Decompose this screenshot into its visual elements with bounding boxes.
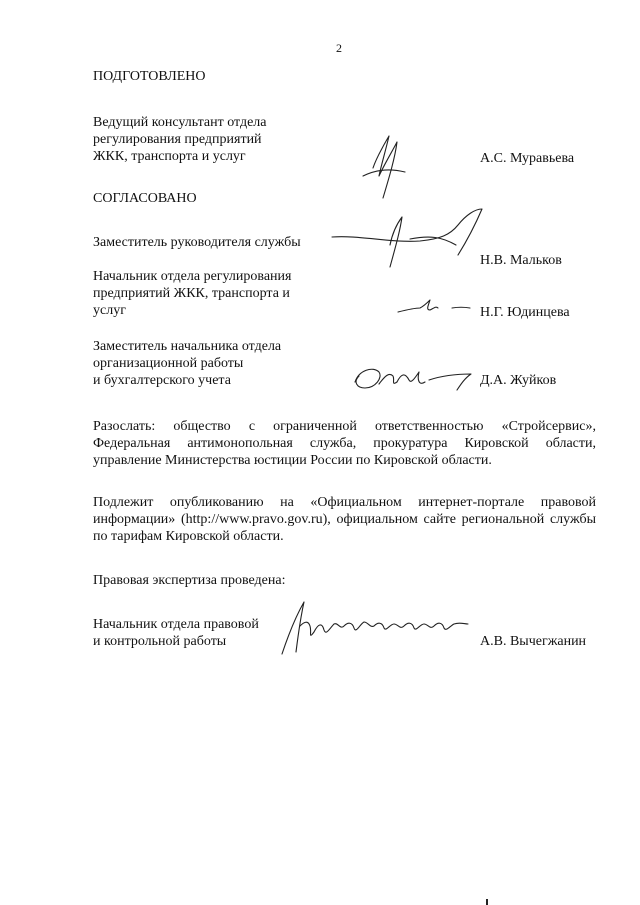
agreed-signer-3-position: Заместитель начальника отдела [93, 339, 282, 354]
signature-zhuykov [345, 362, 475, 396]
signature-vychegzhanin [278, 596, 473, 658]
agreed-signer-2-position: Начальник отдела регулирования [93, 269, 292, 284]
prepared-signer-name: А.С. Муравьева [480, 151, 575, 166]
signature-muravyeva [355, 128, 415, 208]
agreed-heading: СОГЛАСОВАНО [93, 191, 197, 206]
agreed-signer-2-name: Н.Г. Юдинцева [480, 305, 570, 320]
prepared-position-line: Ведущий консультант отдела [93, 115, 267, 130]
agreed-signer-1-position: Заместитель руководителя службы [93, 235, 301, 250]
legal-review-signer-name: А.В. Вычегжанин [480, 634, 587, 649]
legal-review-position-line: Начальник отдела правовой [93, 617, 259, 632]
distribution-paragraph: Разослать: общество с ограниченной ответственностью «Стройсервис», Федеральная антимонопольная служба, прокуратура Кировской области, управление Министерства юстиции России по Кировской области. [93, 419, 596, 468]
agreed-signer-3-position: организационной работы [93, 356, 244, 371]
page-edge-mark [486, 899, 488, 905]
prepared-position-line: ЖКК, транспорта и услуг [93, 149, 246, 164]
signature-yudintseva [396, 296, 476, 322]
legal-review-position-line: и контрольной работы [93, 634, 227, 649]
signature-malkov [330, 205, 500, 285]
prepared-heading: ПОДГОТОВЛЕНО [93, 69, 206, 84]
agreed-signer-2-position: услуг [93, 303, 126, 318]
legal-review-note: Правовая экспертиза проведена: [93, 573, 286, 588]
agreed-signer-1-name: Н.В. Мальков [480, 253, 562, 268]
agreed-signer-3-name: Д.А. Жуйков [480, 373, 557, 388]
agreed-signer-2-position: предприятий ЖКК, транспорта и [93, 286, 290, 301]
page-number: 2 [336, 41, 342, 55]
publication-paragraph: Подлежит опубликованию на «Официальном интернет-портале правовой информации» (http://www.pravo.gov.ru), официальном сайте региональной службы по тарифам Кировской области. [93, 495, 596, 544]
prepared-position-line: регулирования предприятий [93, 132, 262, 147]
agreed-signer-3-position: и бухгалтерского учета [93, 373, 231, 388]
